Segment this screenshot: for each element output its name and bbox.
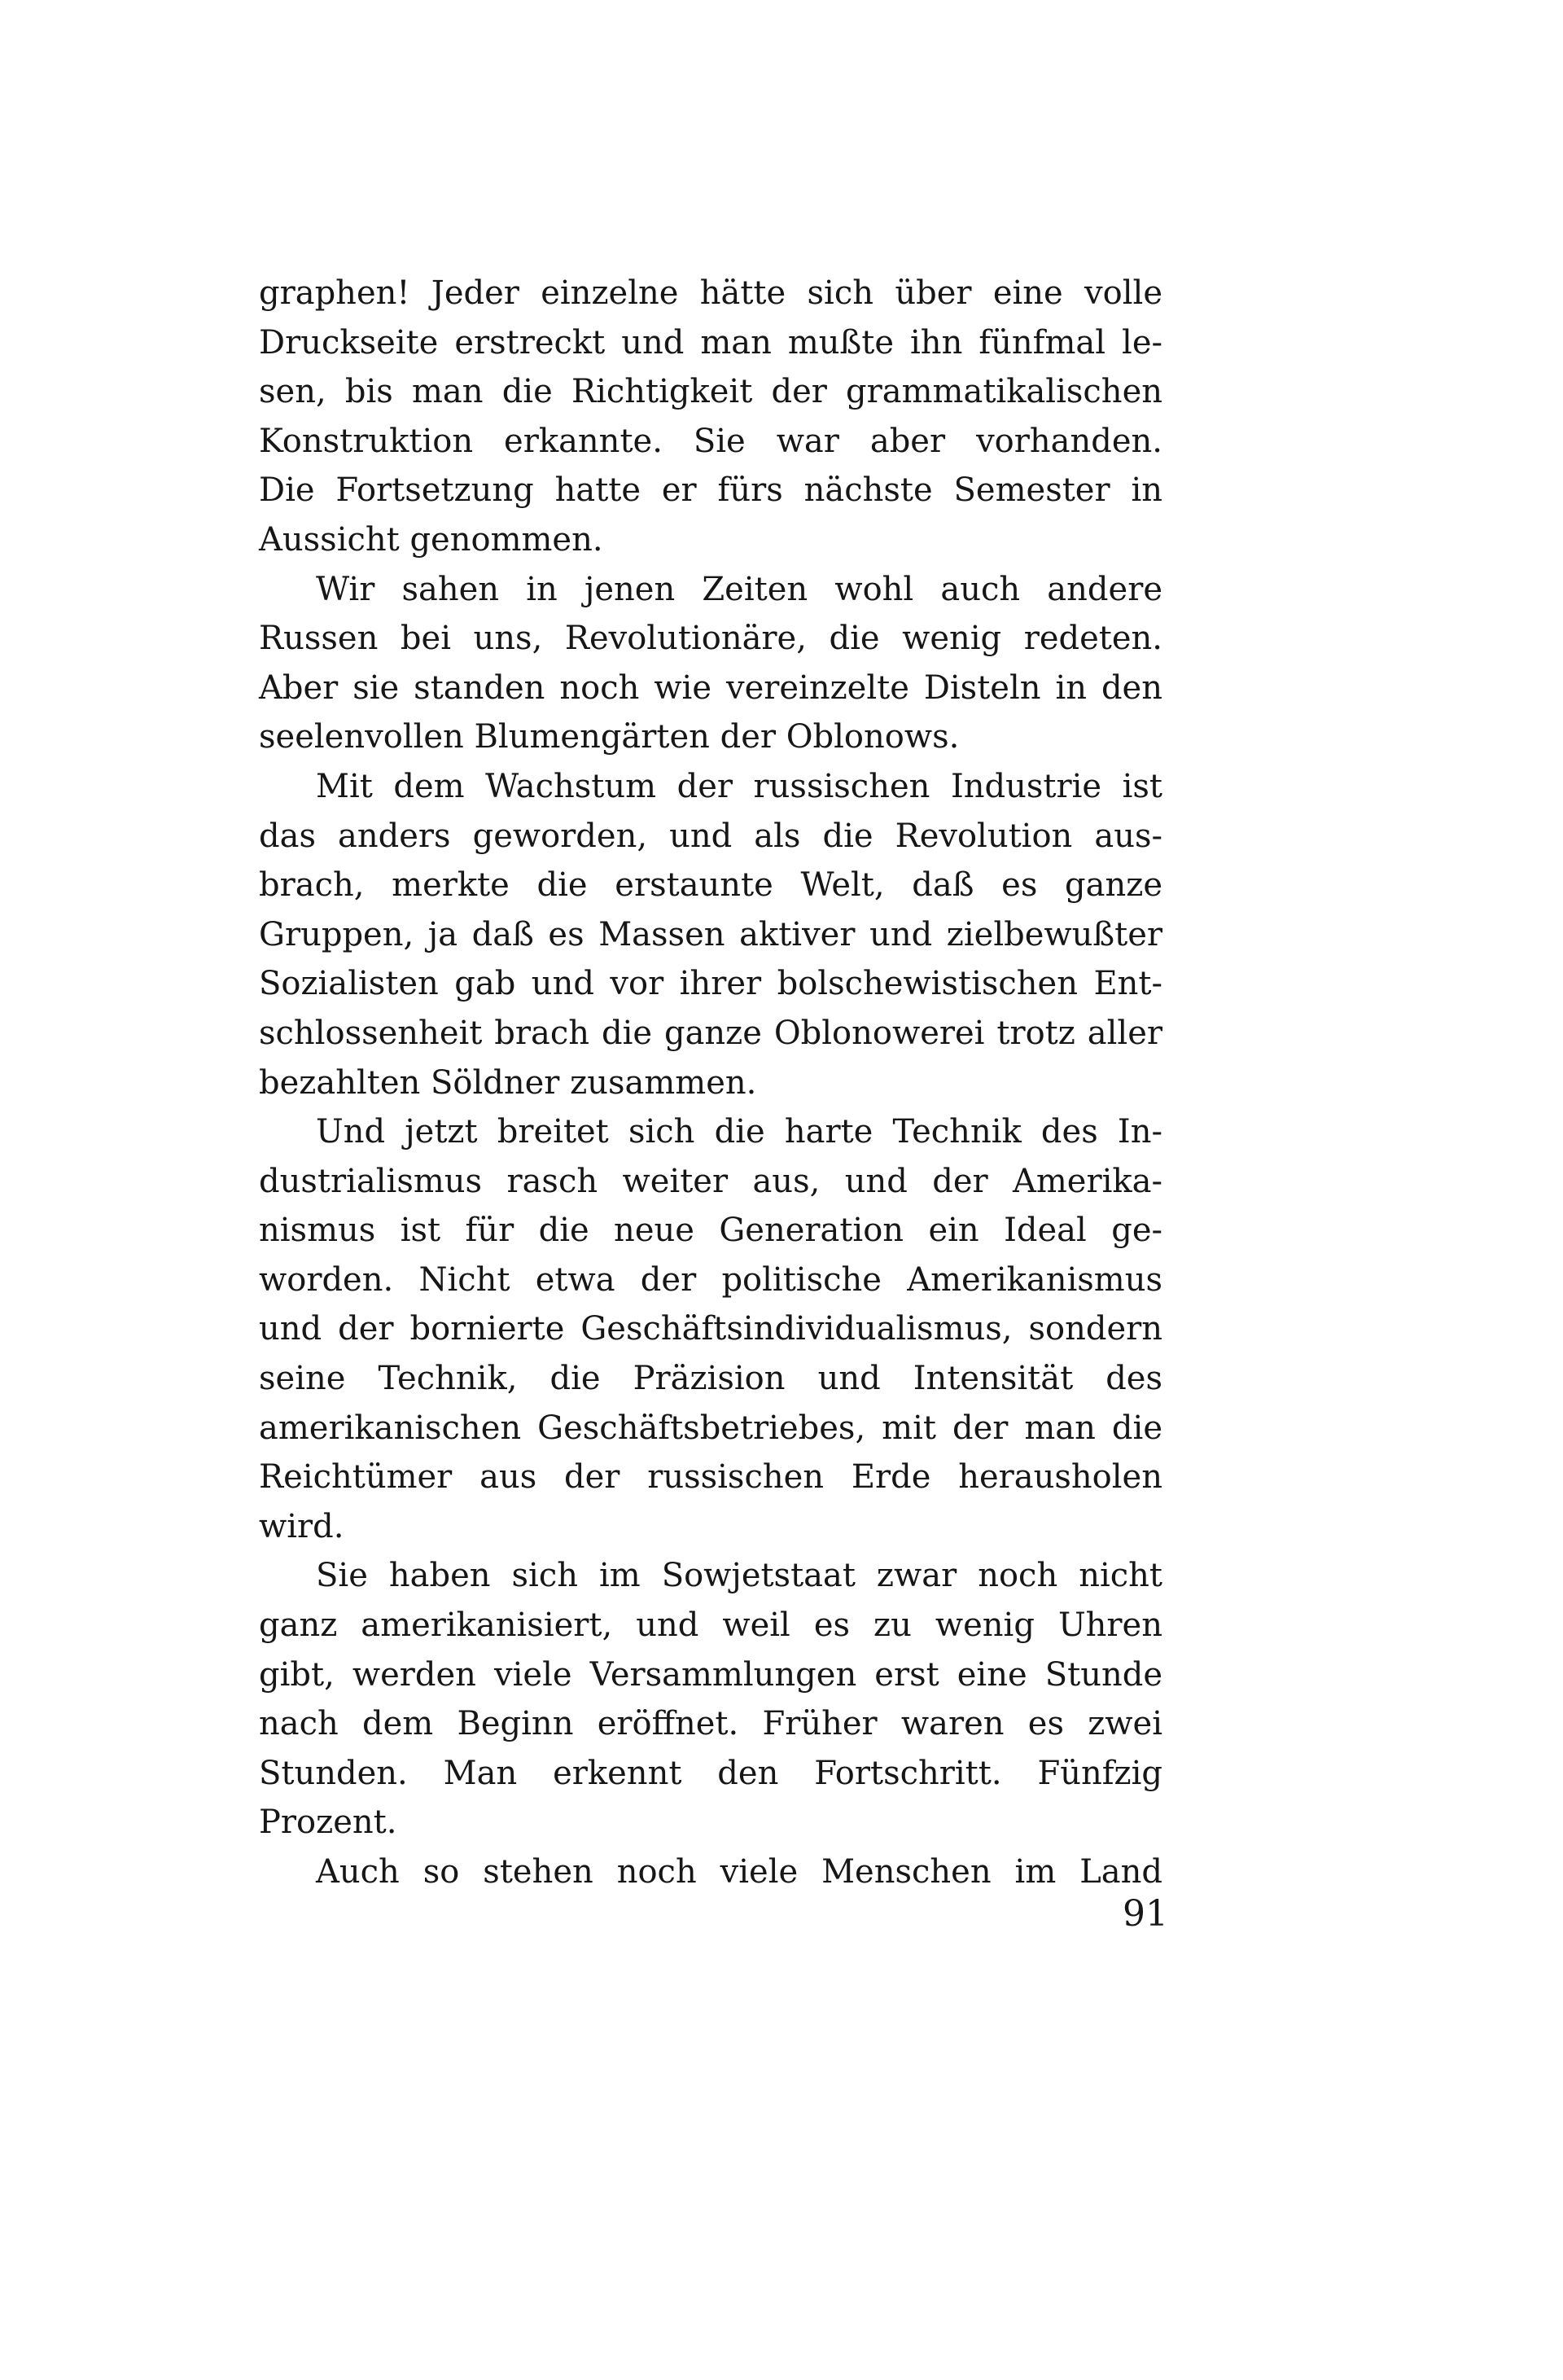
text-line: Sie haben sich im Sowjetstaat zwar noch nicht	[316, 1557, 1162, 1595]
text-line: worden. Nicht etwa der politische Amerikanismus	[259, 1260, 1162, 1299]
text-line: brach, merkte die erstaunte Welt, daß es ganze	[259, 866, 1162, 905]
text-line: Auch so stehen noch viele Menschen im Land	[316, 1853, 1162, 1891]
text-line: Mit dem Wachstum der russischen Industrie ist	[316, 767, 1162, 805]
text-line: schlossenheit brach die ganze Oblonowerei trotz aller	[259, 1014, 1162, 1052]
text-line: Druckseite erstreckt und man mußte ihn fünfmal le-	[259, 323, 1162, 362]
text-line: Aussicht genommen.	[259, 520, 603, 559]
text-line: Aber sie standen noch wie vereinzelte Disteln in den	[259, 668, 1162, 707]
text-line: Stunden. Man erkennt den Fortschritt. Fünfzig	[259, 1754, 1162, 1792]
text-line: amerikanischen Geschäftsbetriebes, mit der man die	[259, 1409, 1162, 1447]
text-line: seelenvollen Blumengärten der Oblonows.	[259, 718, 960, 756]
text-line: graphen! Jeder einzelne hätte sich über eine volle	[259, 274, 1162, 312]
text-line: Wir sahen in jenen Zeiten wohl auch andere	[316, 570, 1162, 608]
text-line: Sozialisten gab und vor ihrer bolschewistischen Ent-	[259, 965, 1162, 1003]
text-line: Die Fortsetzung hatte er fürs nächste Semester in	[259, 471, 1162, 510]
text-line: gibt, werden viele Versammlungen erst eine Stunde	[259, 1655, 1162, 1694]
text-line: dustrialismus rasch weiter aus, und der Amerika-	[259, 1162, 1162, 1200]
text-line: nismus ist für die neue Generation ein Ideal ge-	[259, 1212, 1162, 1250]
text-line: Konstruktion erkannte. Sie war aber vorhanden.	[259, 422, 1162, 460]
text-line: und der bornierte Geschäftsindividualismus, sondern	[259, 1310, 1162, 1348]
text-line: ganz amerikanisiert, und weil es zu wenig Uhren	[259, 1606, 1162, 1645]
text-line: Reichtümer aus der russischen Erde herausholen	[259, 1458, 1162, 1497]
body-text	[259, 269, 1162, 1897]
text-line: Und jetzt breitet sich die harte Technik des In-	[316, 1113, 1162, 1151]
text-line: nach dem Beginn eröffnet. Früher waren es zwei	[259, 1705, 1162, 1743]
text-line: bezahlten Söldner zusammen.	[259, 1063, 757, 1102]
text-line: Prozent.	[259, 1804, 397, 1842]
text-line: seine Technik, die Präzision und Intensität des	[259, 1360, 1162, 1398]
text-line: das anders geworden, und als die Revolution aus-	[259, 817, 1162, 855]
text-line: wird.	[259, 1507, 344, 1545]
page-number: 91	[1123, 1893, 1168, 1935]
text-line: Russen bei uns, Revolutionäre, die wenig redeten.	[259, 620, 1162, 658]
text-line: Gruppen, ja daß es Massen aktiver und zielbewußter	[259, 915, 1162, 953]
text-line: sen, bis man die Richtigkeit der grammatikalischen	[259, 373, 1162, 411]
